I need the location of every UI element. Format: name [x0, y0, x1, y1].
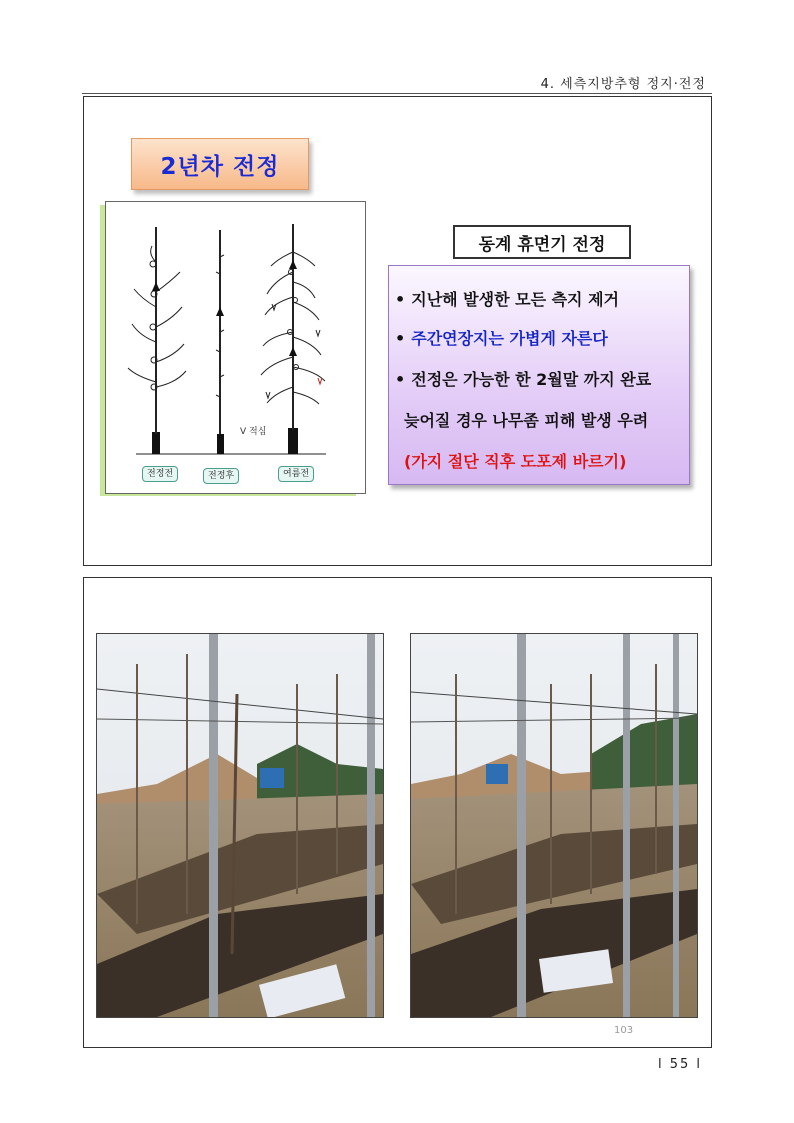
label-after-pruning: 전정후	[203, 468, 239, 484]
bullet-line-3	[395, 367, 651, 390]
pinching-note: V 적심	[240, 427, 267, 437]
tree-summer	[261, 224, 325, 454]
label-before-pruning: 전정전	[142, 466, 178, 482]
bullet-list	[388, 265, 690, 485]
subtitle-box	[453, 225, 631, 259]
bullet-text: 주간연장지는 가볍게 자른다	[411, 329, 608, 348]
pruning-diagram	[105, 201, 366, 494]
bullet-line-4	[404, 408, 648, 431]
tree-before-pruning	[128, 227, 186, 454]
orchard-before-pruning-photo	[96, 633, 384, 1018]
bullet-line-1	[395, 287, 619, 310]
tree-after-pruning	[216, 230, 224, 454]
slide-title-box	[131, 138, 309, 190]
bullet-text: 늦어질 경우 나무좀 피해 발생 우려	[404, 411, 649, 430]
bullet-dot: •	[395, 370, 406, 389]
page-number: l 55 l	[657, 1057, 702, 1072]
bullet-line-5	[404, 449, 626, 472]
label-summer: 여름전	[278, 466, 314, 482]
tree-drawings	[106, 202, 365, 493]
orchard-after-pruning-photo	[410, 633, 698, 1018]
bullet-text: 전정은 가능한 한 2월말 까지 완료	[411, 370, 652, 389]
slide-title: 2년차 전정	[160, 153, 280, 180]
bullet-dot: •	[395, 329, 406, 348]
bullet-text: 지난해 발생한 모든 측지 제거	[411, 290, 619, 309]
subtitle: 동계 휴면기 전정	[478, 234, 606, 255]
running-header: 4. 세측지방추형 정지·전정	[540, 77, 706, 92]
bullet-line-2	[395, 326, 608, 349]
slide-number: 103	[614, 1025, 634, 1036]
bullet-dot: •	[395, 290, 406, 309]
header-rule	[82, 93, 712, 94]
bullet-text: (가지 절단 직후 도포제 바르기)	[404, 452, 627, 471]
